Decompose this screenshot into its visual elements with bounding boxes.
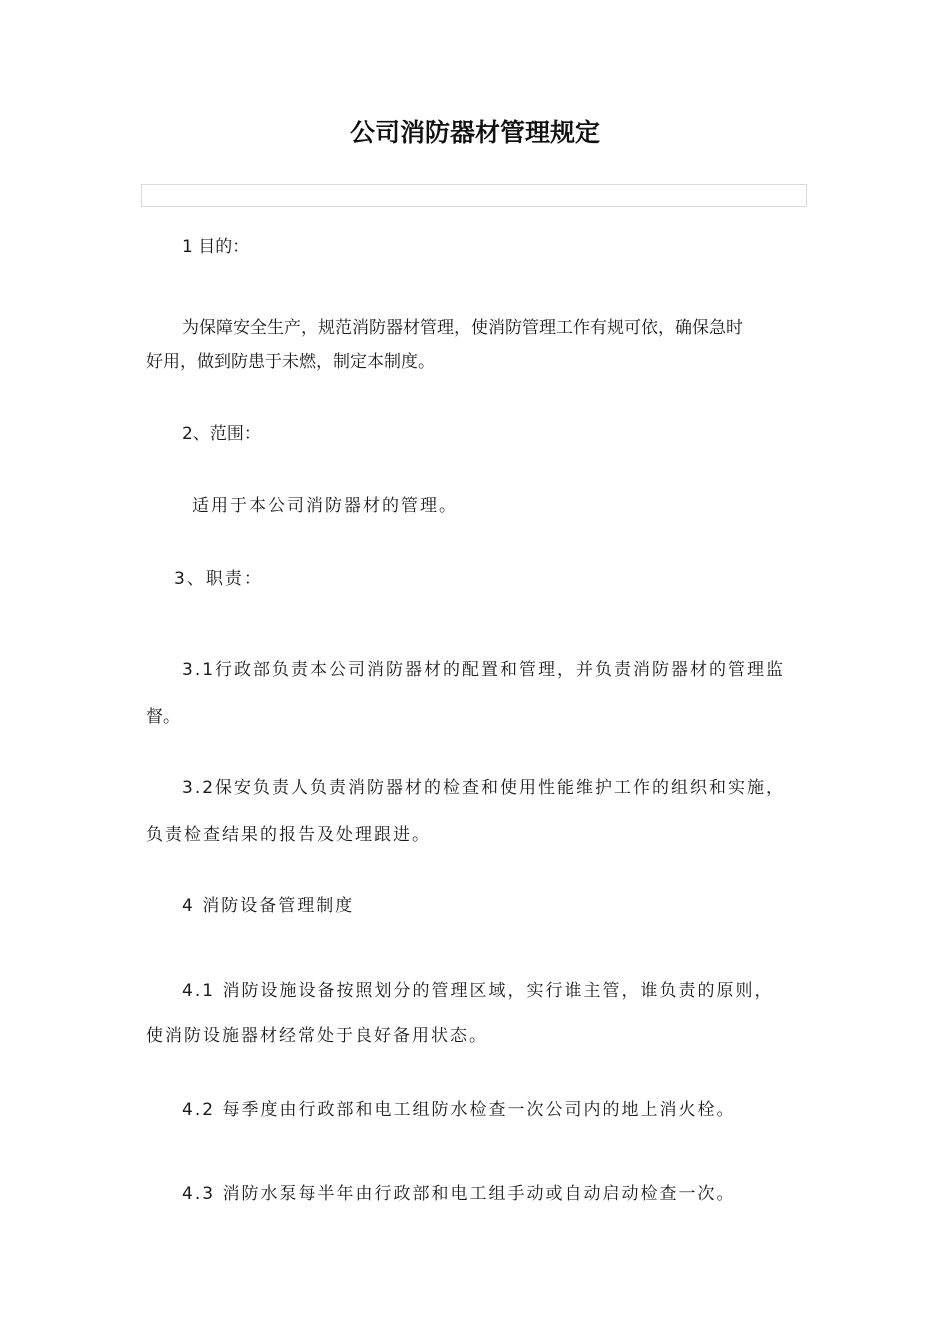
section-4-3: 4.3 消防水泵每半年由行政部和电工组手动或自动启动检查一次。 — [182, 1184, 736, 1204]
section-3-1-line-2: 督。 — [146, 707, 180, 727]
section-1-body-line-2: 好用，做到防患于未燃，制定本制度。 — [146, 352, 435, 372]
section-1-body-line-1: 为保障安全生产，规范消防器材管理，使消防管理工作有规可依，确保急时 — [182, 318, 743, 338]
section-3-2-line-2: 负责检查结果的报告及处理跟进。 — [146, 825, 431, 845]
section-3-heading: 3、职责： — [174, 569, 263, 589]
section-3-1-line-1: 3.1行政部负责本公司消防器材的配置和管理，并负责消防器材的管理监 — [182, 660, 786, 680]
section-4-1-line-2: 使消防设施器材经常处于良好备用状态。 — [146, 1026, 488, 1046]
section-4-1-line-1: 4.1 消防设施设备按照划分的管理区域，实行谁主管，谁负责的原则， — [182, 981, 774, 1001]
header-box — [141, 184, 807, 207]
document-title: 公司消防器材管理规定 — [349, 118, 600, 147]
section-4-2: 4.2 每季度由行政部和电工组防水检查一次公司内的地上消火栓。 — [182, 1100, 736, 1120]
section-2-body: 适用于本公司消防器材的管理。 — [192, 496, 458, 516]
section-4-heading: 4 消防设备管理制度 — [182, 896, 355, 916]
section-1-heading: 1 目的： — [182, 237, 250, 257]
section-2-heading: 2、范围： — [182, 424, 261, 444]
section-3-2-line-1: 3.2保安负责人负责消防器材的检查和使用性能维护工作的组织和实施， — [182, 778, 786, 798]
